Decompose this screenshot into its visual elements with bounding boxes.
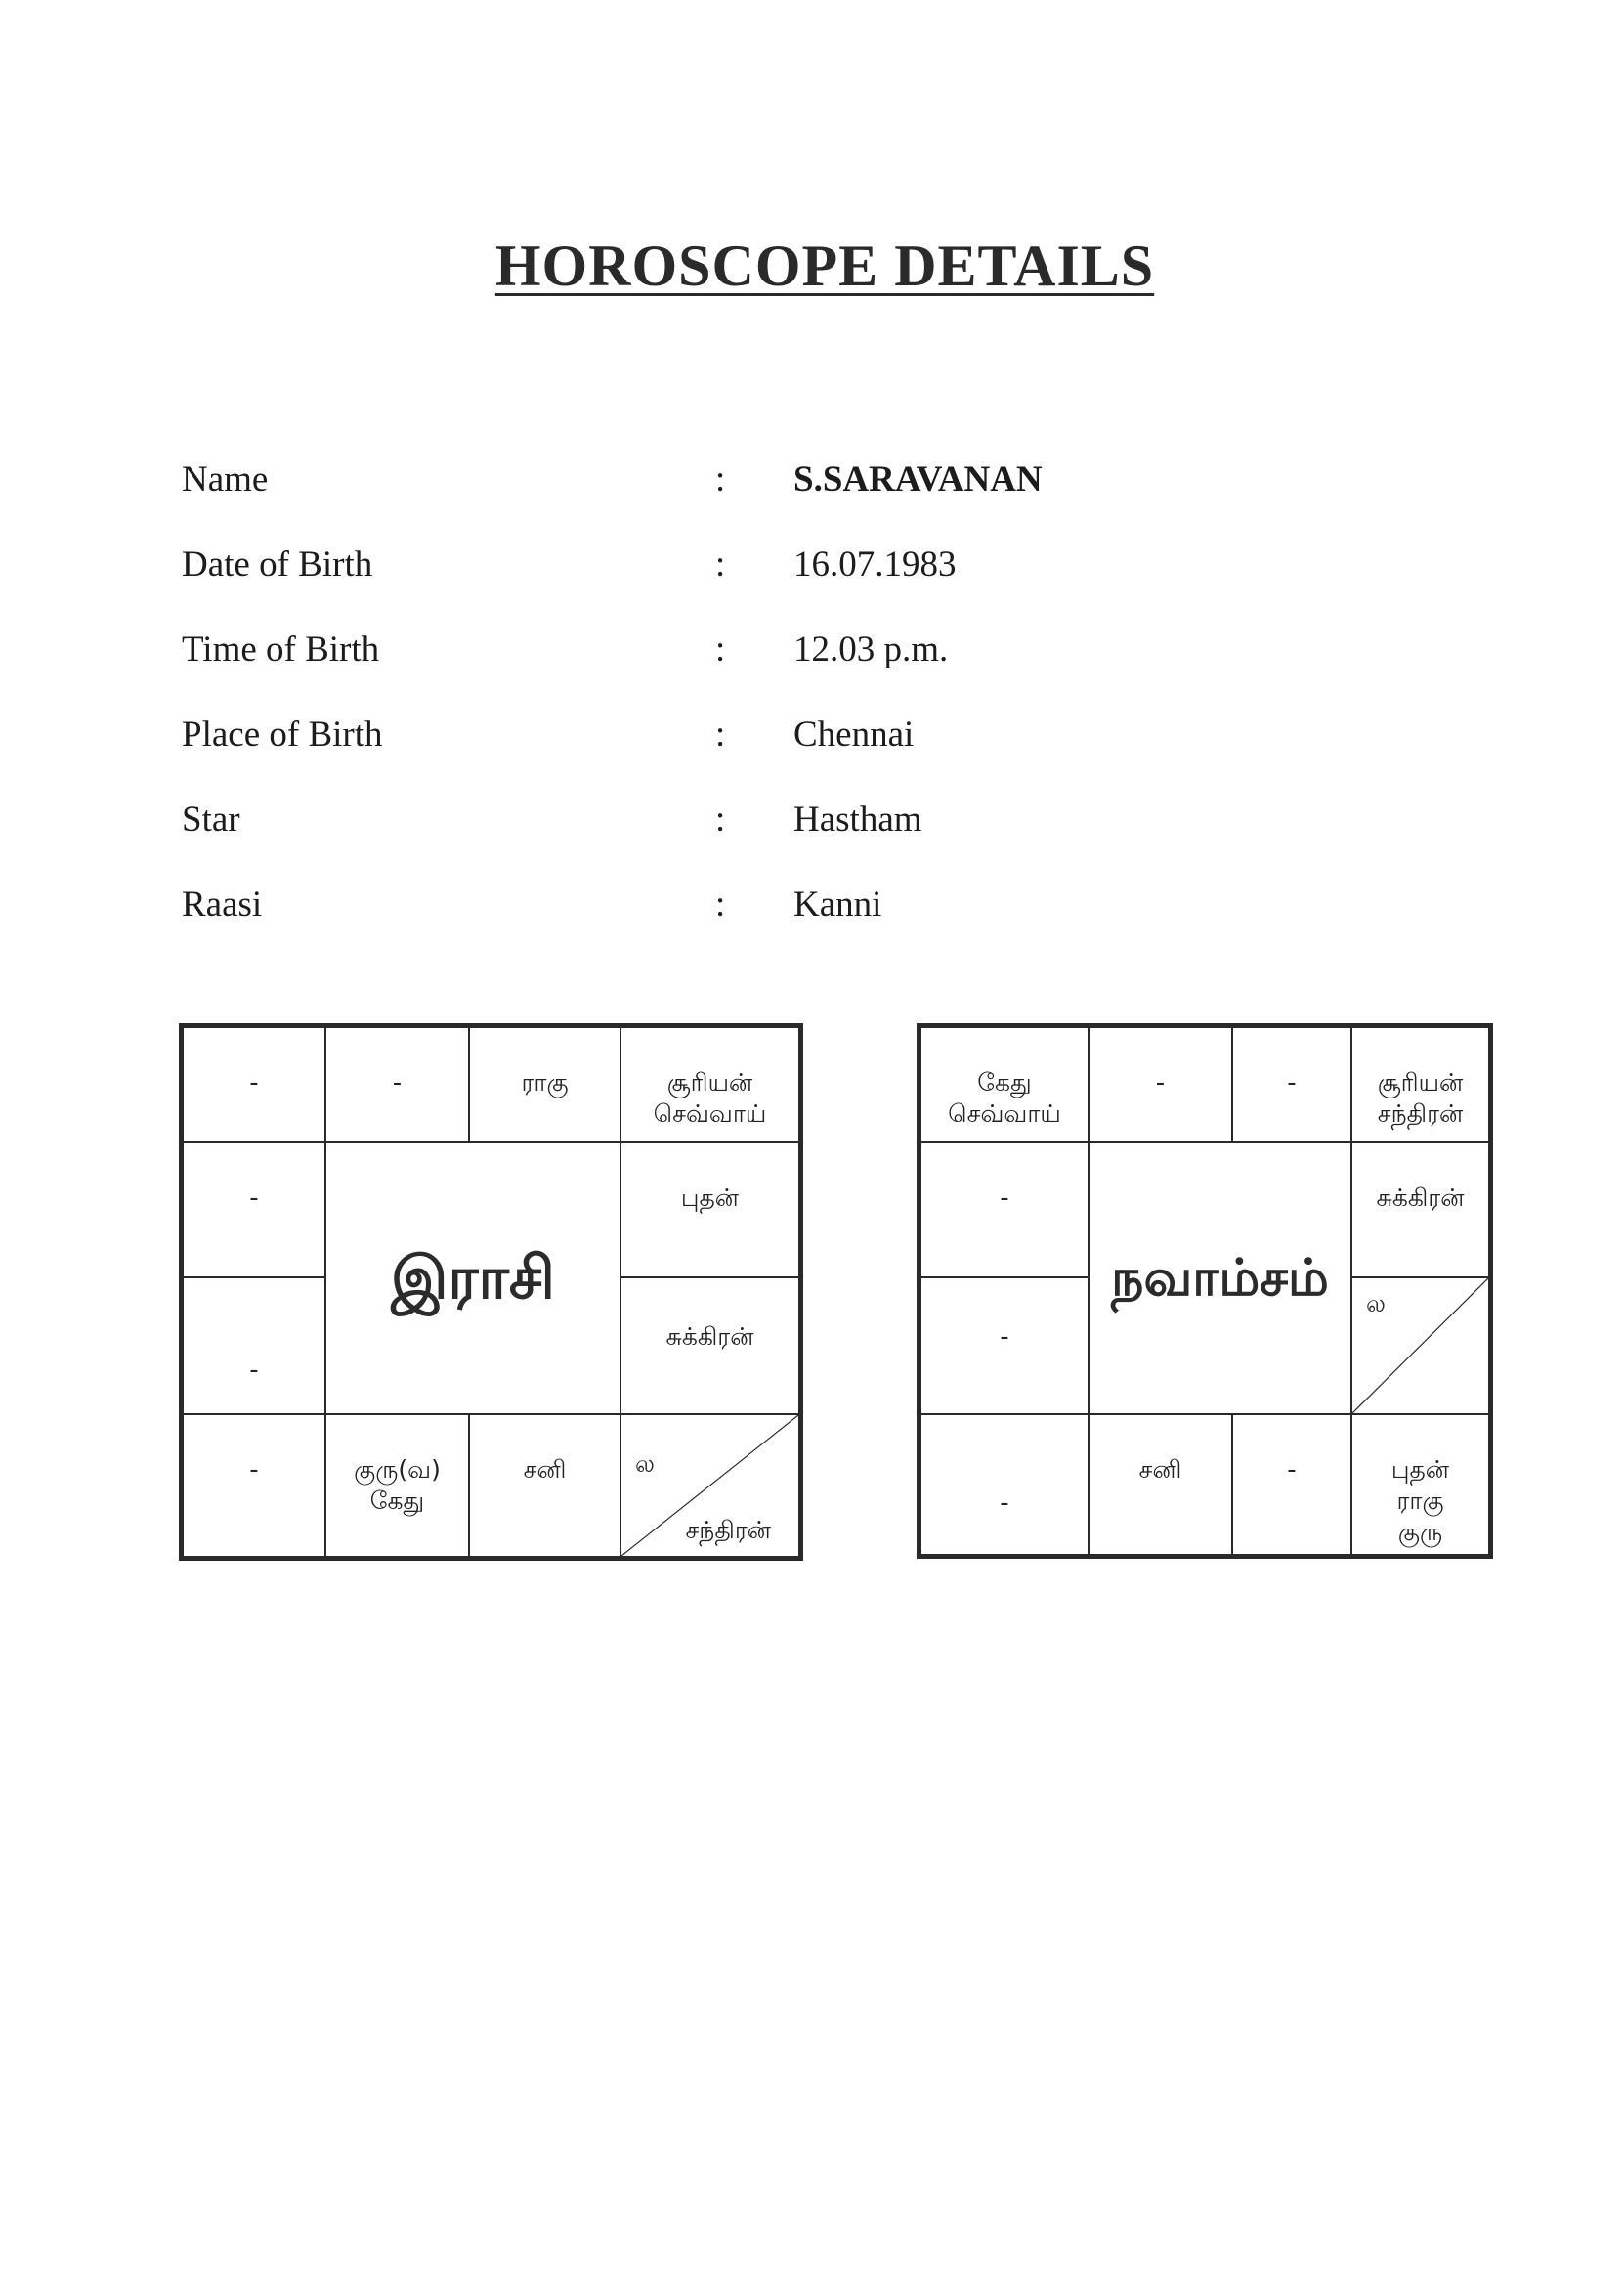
rasi-center — [324, 1142, 621, 1415]
navamsa-house-text: செவ்வாய் — [948, 1099, 1061, 1128]
rasi-chart — [179, 1023, 803, 1561]
detail-label: Place of Birth — [182, 714, 383, 754]
rasi-house-cell — [620, 1276, 800, 1415]
navamsa-house-text: - — [1000, 1184, 1009, 1213]
rasi-house-text: - — [249, 1184, 259, 1213]
navamsa-house-text: - — [1287, 1068, 1297, 1098]
navamsa-house-cell — [1231, 1413, 1352, 1556]
detail-colon: : — [715, 629, 726, 669]
detail-row-raasi — [182, 870, 1452, 955]
detail-row-star — [182, 785, 1452, 870]
rasi-house-text: சூரியன் — [666, 1068, 753, 1097]
navamsa-house-cell — [919, 1026, 1090, 1143]
rasi-house-text: சுக்கிரன் — [665, 1322, 754, 1351]
rasi-house-text: செவ்வாய் — [653, 1099, 767, 1128]
detail-value: S.SARAVANAN — [793, 459, 1043, 499]
rasi-center-label: இராசி — [391, 1244, 555, 1313]
navamsa-house-text: - — [1000, 1488, 1009, 1518]
navamsa-house-text: சூரியன் — [1377, 1068, 1464, 1097]
detail-label: Date of Birth — [182, 544, 373, 584]
navamsa-house-cell — [1231, 1026, 1352, 1143]
navamsa-house-cell — [919, 1142, 1090, 1278]
navamsa-house-text: - — [1287, 1455, 1297, 1485]
rasi-house-text: - — [392, 1068, 403, 1098]
rasi-house-cell — [620, 1026, 800, 1143]
rasi-house-cell — [324, 1026, 470, 1143]
rasi-house-text: புதன் — [680, 1184, 740, 1212]
navamsa-house-cell — [919, 1413, 1090, 1556]
detail-colon: : — [715, 799, 726, 840]
detail-label: Name — [182, 459, 269, 499]
navamsa-chart — [917, 1023, 1493, 1559]
page-title-text: HOROSCOPE DETAILS — [494, 234, 1155, 298]
detail-value: Chennai — [793, 714, 915, 754]
navamsa-center-label: நவாம்சம் — [1111, 1249, 1329, 1308]
rasi-house-text: - — [249, 1356, 259, 1385]
page-title — [0, 233, 1624, 300]
detail-row-time-of-birth — [182, 615, 1452, 700]
navamsa-house-text: புதன் — [1390, 1455, 1450, 1484]
navamsa-house-text: - — [1000, 1322, 1009, 1352]
detail-row-date-of-birth — [182, 530, 1452, 615]
rasi-house-text: ராகு — [521, 1068, 569, 1097]
rasi-lagna-cell — [620, 1413, 800, 1558]
detail-label: Star — [182, 799, 240, 840]
details-list — [182, 445, 1452, 955]
detail-value: Hastham — [793, 799, 922, 840]
rasi-house-cell — [182, 1026, 326, 1143]
rasi-house-cell — [182, 1413, 326, 1558]
detail-value: 12.03 p.m. — [793, 629, 949, 669]
navamsa-house-text: குரு — [1397, 1518, 1443, 1546]
navamsa-house-cell — [1088, 1026, 1233, 1143]
navamsa-center — [1088, 1142, 1352, 1415]
navamsa-house-text: கேது — [977, 1068, 1032, 1097]
navamsa-house-text: ராகு — [1396, 1486, 1444, 1515]
rasi-house-cell — [324, 1413, 470, 1558]
navamsa-house-cell — [919, 1276, 1090, 1415]
detail-row-name — [182, 445, 1452, 530]
rasi-house-cell — [468, 1026, 621, 1143]
rasi-house-text: - — [249, 1068, 259, 1098]
detail-label: Time of Birth — [182, 629, 380, 669]
rasi-house-text: கேது — [369, 1486, 425, 1515]
detail-colon: : — [715, 884, 726, 925]
detail-colon: : — [715, 459, 726, 499]
navamsa-lagna-cell — [1350, 1276, 1490, 1415]
rasi-house-cell — [182, 1142, 326, 1278]
detail-value: 16.07.1983 — [793, 544, 957, 584]
rasi-house-text: குரு(வ) — [354, 1455, 441, 1484]
rasi-house-text: - — [249, 1455, 259, 1485]
rasi-house-text: சந்திரன் — [685, 1516, 771, 1544]
navamsa-house-cell — [1350, 1142, 1490, 1278]
navamsa-house-text: சுக்கிரன் — [1376, 1184, 1465, 1212]
detail-value: Kanni — [793, 884, 882, 925]
navamsa-house-cell — [1350, 1026, 1490, 1143]
detail-colon: : — [715, 544, 726, 584]
rasi-house-cell — [620, 1142, 800, 1278]
rasi-house-cell — [182, 1276, 326, 1415]
navamsa-house-text: சனி — [1138, 1455, 1182, 1484]
rasi-house-cell — [468, 1413, 621, 1558]
navamsa-house-cell — [1088, 1413, 1233, 1556]
detail-colon: : — [715, 714, 726, 754]
detail-label: Raasi — [182, 884, 263, 925]
navamsa-house-cell — [1350, 1413, 1490, 1556]
navamsa-house-text: - — [1155, 1068, 1166, 1098]
detail-row-place-of-birth — [182, 700, 1452, 785]
lagna-marker: ல — [1366, 1290, 1386, 1317]
rasi-house-text: சனி — [523, 1455, 567, 1484]
navamsa-house-text: சந்திரன் — [1377, 1099, 1464, 1128]
lagna-marker: ல — [635, 1450, 655, 1478]
